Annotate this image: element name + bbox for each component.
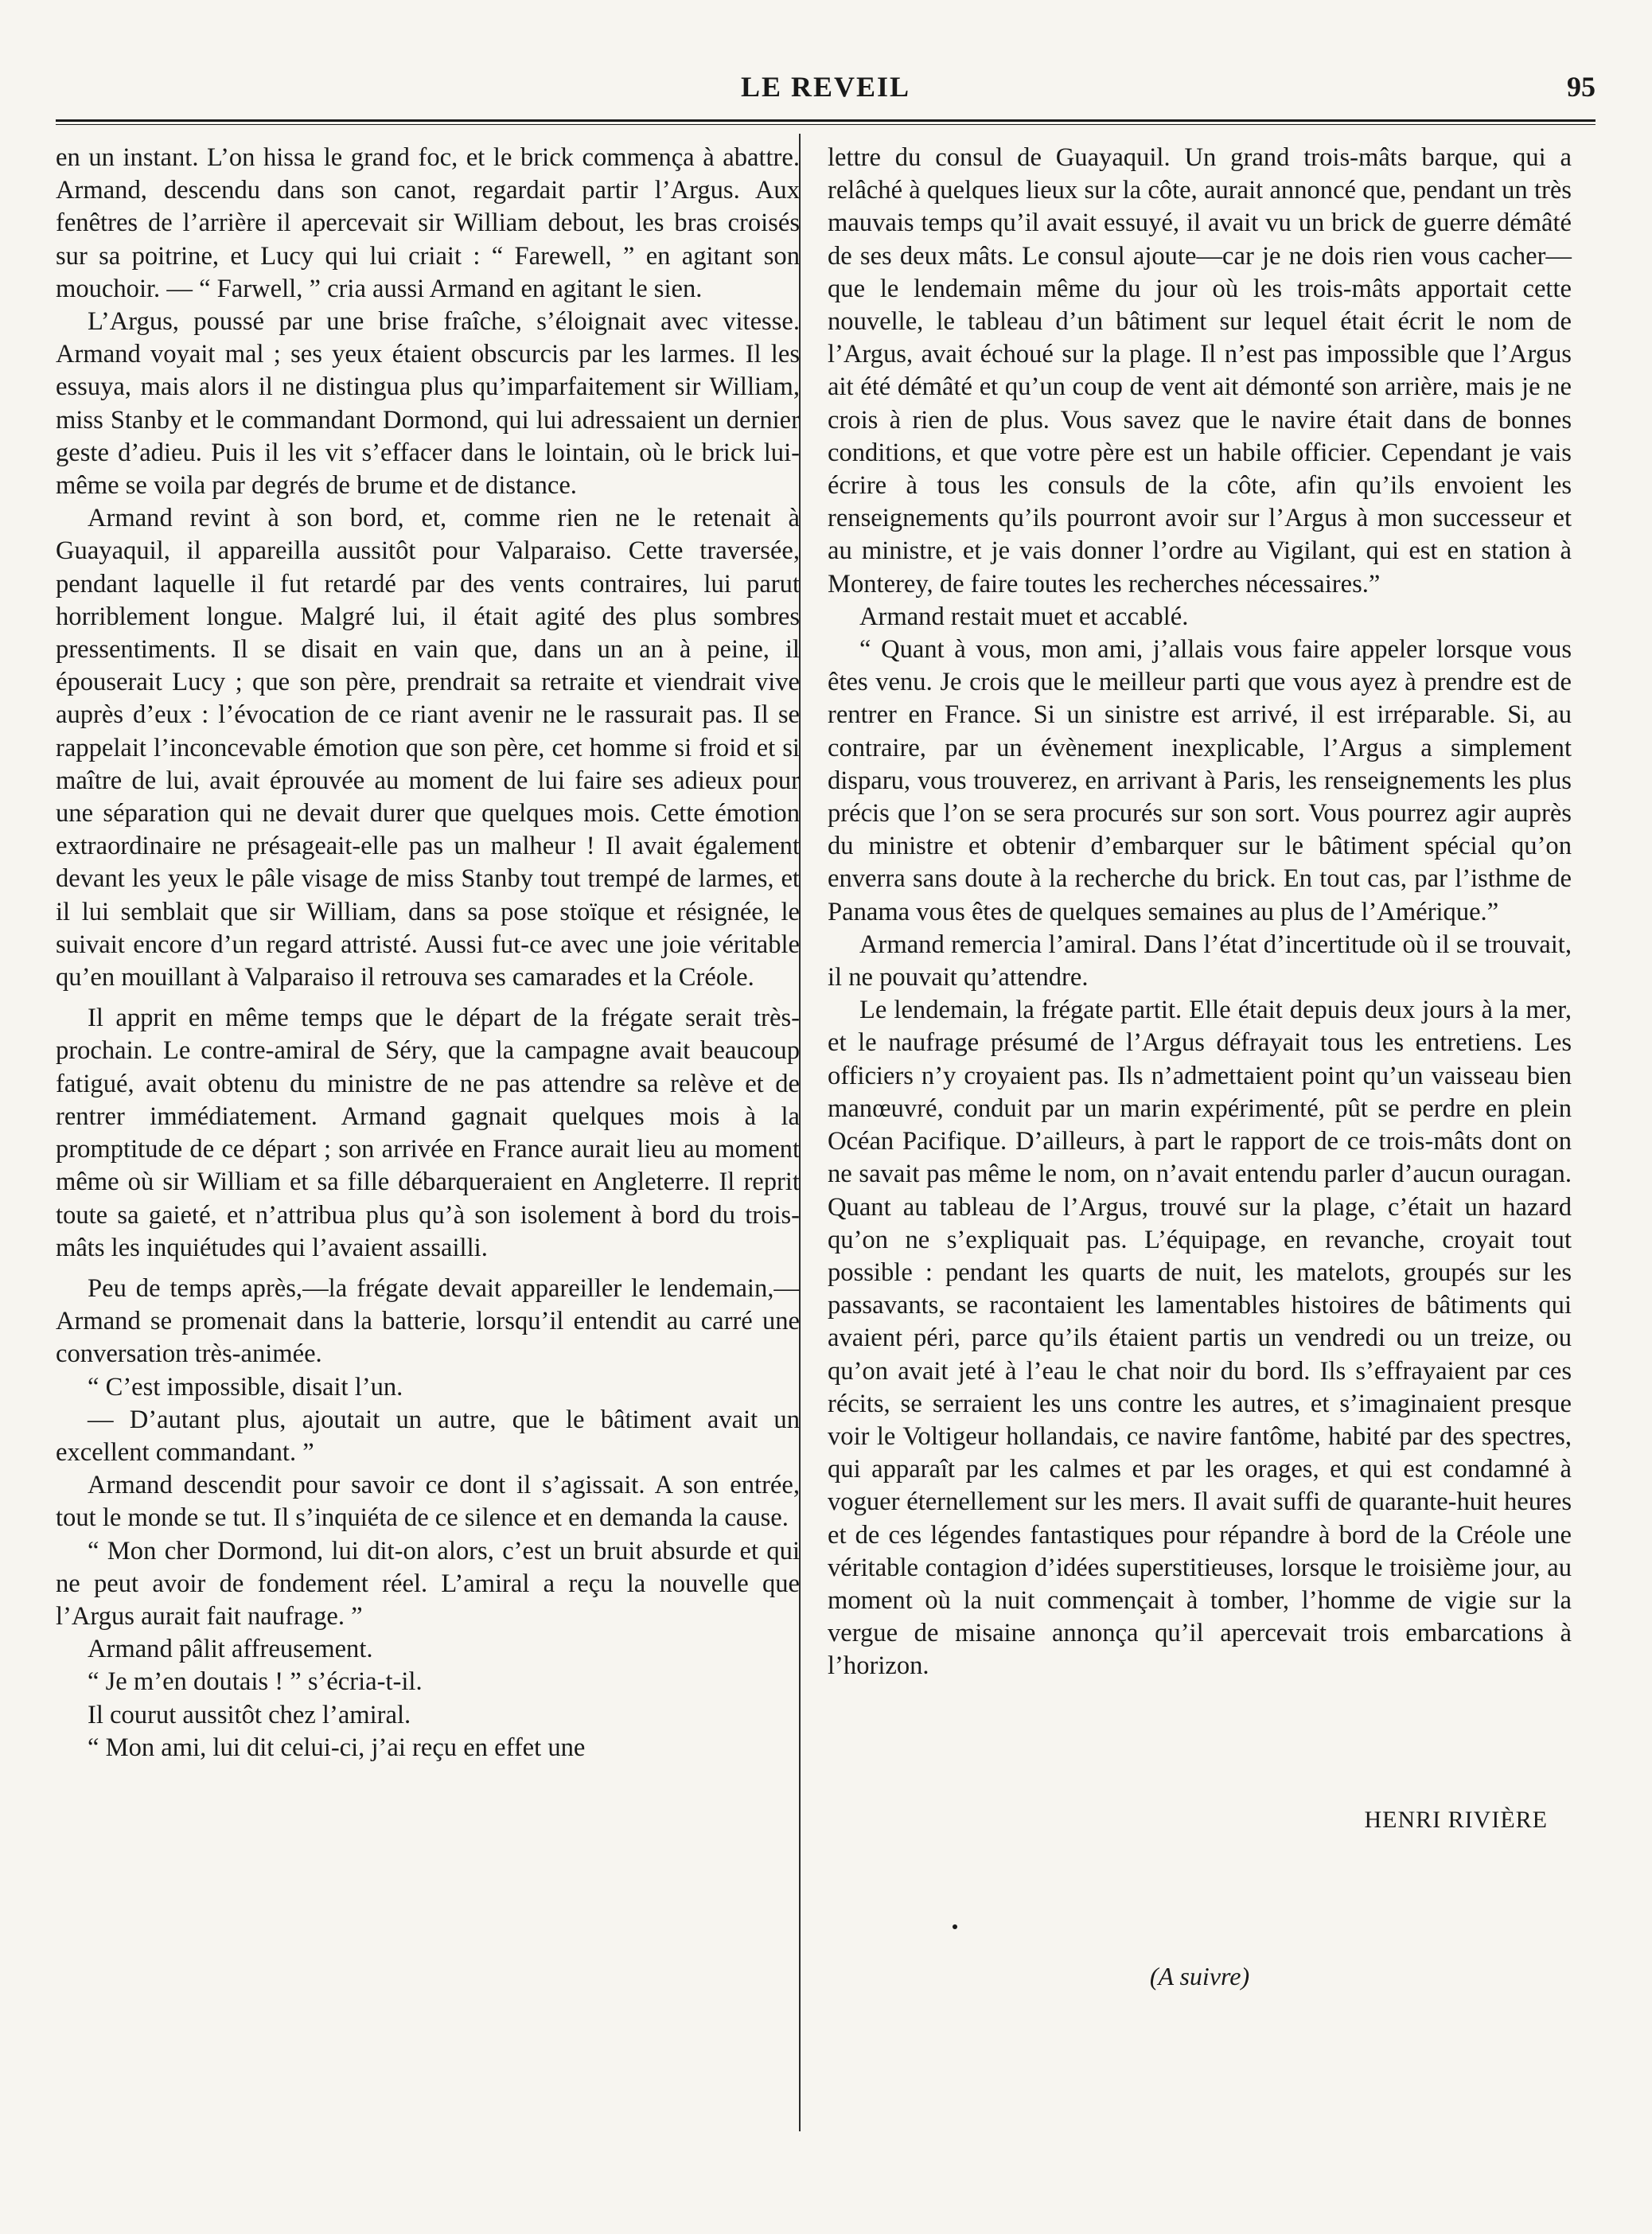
paragraph: — D’autant plus, ajoutait un autre, que le bâtiment avait un excellent commandant. ”	[56, 1405, 800, 1467]
paragraph: Armand remercia l’amiral. Dans l’état d’incertitude où il se trouvait, il ne pouvait qu’attendre.	[828, 930, 1572, 992]
left-column	[56, 142, 800, 1764]
paragraph: Armand pâlit affreusement.	[88, 1635, 373, 1664]
print-speck	[953, 1924, 957, 1929]
paragraph: Armand descendit pour savoir ce dont il s’agissait. A son entrée, tout le monde se tut. Il s’inquiéta de ce silence et en demanda la cause.	[56, 1471, 800, 1533]
paragraph: Il courut aussitôt chez l’amiral.	[88, 1700, 411, 1729]
paragraph: Armand restait muet et accablé.	[859, 602, 1189, 631]
paragraph: Armand revint à son bord, et, comme rien ne le retenait à Guayaquil, il appareilla aussitôt pour Valparaiso. Cette traversée, pendant laquelle il fut retardé par des vents contraires, lui parut horriblement longue. Malgré lui, il était agité des plus sombres pressentiments. Il se disait en vain que, dans un an à peine, il épouserait Lucy ; que son père, prendrait sa retraite et viendrait vive auprès d’eux : l’évocation de ce riant avenir ne le rassurait pas. Il se rappelait l’inconcevable émotion que son père, cet homme si froid et si maître de lui, avait éprouvée au moment de lui faire ses adieux pour une séparation qui ne devait durer que quelques mois. Cette émotion extraordinaire ne présageait-elle pas un malheur ! Il avait également devant les yeux le pâle visage de miss Stanby tout trempé de larmes, et il lui semblait que sir William, dans sa pose stoïque et résignée, le suivait encore d’un regard attristé. Aussi fut-ce avec une joie véritable qu’en mouillant à Valparaiso il retrouva ses camarades et la Créole.	[56, 504, 800, 992]
header-rule-thin	[56, 124, 1596, 125]
paragraph: “ Mon cher Dormond, lui dit-on alors, c’est un bruit absurde et qui ne peut avoir de fondement réel. L’amiral a reçu la nouvelle que l’Argus aurait fait naufrage. ”	[56, 1536, 800, 1631]
paragraph: Il apprit en même temps que le départ de la frégate serait très-prochain. Le contre-amiral de Séry, que la campagne avait beaucoup fatigué, avait obtenu du ministre de ne pas attendre sa relève et de rentrer immédiatement. Armand gagnait quelques mois à la promptitude de ce départ ; son arrivée en France aurait lieu au moment même où sir William et sa fille débarqueraient en Angleterre. Il reprit toute sa gaieté, et n’attribua plus qu’à son isolement à bord du trois-mâts les inquiétudes qui l’avaient assailli.	[56, 1004, 800, 1262]
author-signature: HENRI RIVIÈRE	[1364, 1807, 1548, 1833]
continued-note: (A suivre)	[1149, 1962, 1250, 1990]
header-rule	[56, 119, 1596, 122]
right-column	[828, 142, 1572, 1683]
paragraph: Peu de temps après,—la frégate devait appareiller le lendemain,—Armand se promenait dans la batterie, lorsqu’il entendit au carré une conversation très-animée.	[56, 1273, 800, 1369]
paragraph: “ C’est impossible, disait l’un.	[88, 1372, 403, 1402]
paragraph: “ Mon ami, lui dit celui-ci, j’ai reçu en effet une	[88, 1733, 586, 1762]
page-number: 95	[1567, 71, 1596, 103]
paragraph: en un instant. L’on hissa le grand foc, et le brick commença à abattre. Armand, descendu dans son canot, regardait partir l’Argus. Aux fenêtres de l’arrière il apercevait sir William debout, les bras croisés sur sa poitrine, et Lucy qui lui criait : “ Farewell, ” en agitant son mouchoir. — “ Farwell, ” cria aussi Armand en agitant le sien.	[56, 143, 800, 303]
publication-title: LE REVEIL	[740, 71, 911, 103]
paragraph: “ Je m’en doutais ! ” s’écria-t-il.	[88, 1667, 423, 1697]
page-header	[56, 32, 1596, 127]
paragraph: lettre du consul de Guayaquil. Un grand trois-mâts barque, qui a relâché à quelques lieux sur la côte, aurait annoncé que, pendant un très mauvais temps qu’il avait essuyé, il avait vu un brick de guerre démâté de ses deux mâts. Le consul ajoute—car je ne dois rien vous cacher—que le lendemain même du jour où les trois-mâts apportait cette nouvelle, le tableau d’un bâtiment sur lequel était écrit le nom de l’Argus, avait échoué sur la plage. Il n’est pas impossible que l’Argus ait été démâté et qu’un coup de vent ait démonté son arrière, mais je ne crois à rien de plus. Vous savez que le navire était dans de bonnes conditions, et que votre père est un habile officier. Cependant je vais écrire à tous les consuls de la côte, afin qu’ils envoient les renseignements qu’ils pourront avoir sur l’Argus à mon successeur et au ministre, et je vais donner l’ordre au Vigilant, qui est en station à Monterey, de faire toutes les recherches nécessaires.”	[828, 143, 1572, 598]
paragraph: “ Quant à vous, mon ami, j’allais vous faire appeler lorsque vous êtes venu. Je crois que le meilleur parti que vous ayez à prendre est de rentrer en France. Si un sinistre est arrivé, il est irréparable. Si, au contraire, par un évènement inexplicable, l’Argus a simplement disparu, vous trouverez, en arrivant à Paris, les renseignements les plus précis que l’on se sera procurés sur son sort. Vous pourrez agir auprès du ministre et obtenir d’embarquer sur le bâtiment spécial qu’on enverra sans doute à la recherche du brick. En tout cas, par l’isthme de Panama vous êtes de quelques semaines au plus de l’Amérique.”	[828, 635, 1572, 926]
paragraph: Le lendemain, la frégate partit. Elle était depuis deux jours à la mer, et le naufrage présumé de l’Argus défrayait tous les entretiens. Les officiers n’y croyaient pas. Ils n’admettaient point qu’un vaisseau bien manœuvré, conduit par un marin expérimenté, pût se perdre en plein Océan Pacifique. D’ailleurs, à part le rapport de ce trois-mâts dont on ne savait pas même le nom, on n’avait entendu parler d’aucun ouragan. Quant au tableau de l’Argus, trouvé sur la plage, c’était un hazard qu’on ne s’expliquait pas. L’équipage, en revanche, croyait tout possible : pendant les quarts de nuit, les matelots, groupés sur les passavants, se racontaient les lamentables histoires de bâtiments qui avaient péri, parce qu’ils étaient partis un vendredi ou un treize, ou qu’on avait jeté à l’eau le chat noir du bord. Ils s’effrayaient par ces récits, se serraient les uns contre les autres, et s’imaginaient presque voir le Voltigeur hollandais, ce navire fantôme, habité par des spectres, qui apparaît par les calmes et par les orages, et qui est condamné à voguer éternellement sur les mers. Il avait suffi de quarante-huit heures et de ces légendes fantastiques pour répandre à bord de la Créole une véritable contagion d’idées superstitieuses, lorsque le troisième jour, au moment où la nuit commençait à tomber, l’homme de vigie sur la vergue de misaine annonça qu’il apercevait trois embarcations à l’horizon.	[828, 996, 1572, 1681]
paragraph: L’Argus, poussé par une brise fraîche, s’éloignait avec vitesse. Armand voyait mal ; ses yeux étaient obscurcis par les larmes. Il les essuya, mais alors il ne distingua plus qu’imparfaitement sir William, miss Stanby et le commandant Dormond, qui lui adressaient un dernier geste d’adieu. Puis il les vit s’effacer dans le lointain, où le brick lui-même se voila par degrés de brume et de distance.	[56, 307, 800, 501]
